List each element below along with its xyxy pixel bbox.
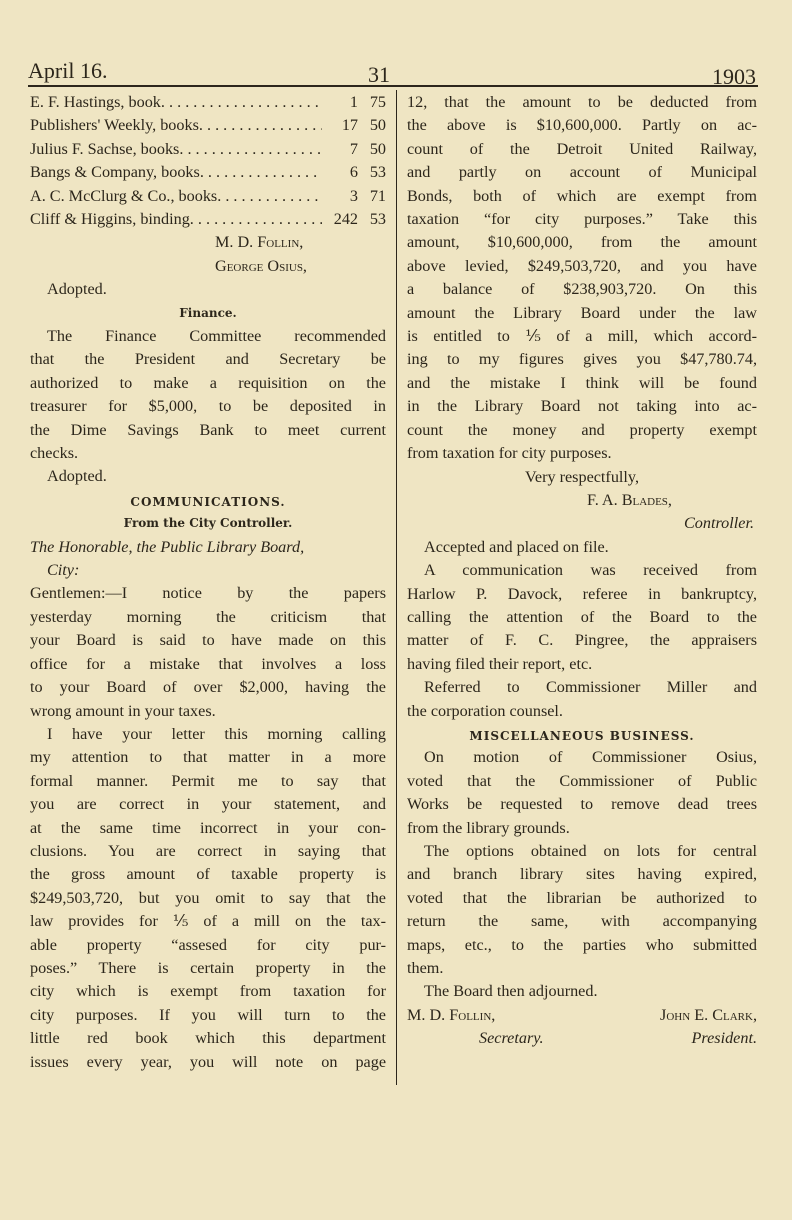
text-line: issues every year, you will note on page: [30, 1052, 386, 1071]
text-line: you are correct in your statement, and: [30, 795, 386, 814]
text-line: law provides for ⅕ of a mill on the tax-: [30, 912, 386, 931]
text-line: ing to my figures gives you $47,780.74,: [407, 350, 757, 369]
text-line: count of the Detroit United Railway,: [407, 139, 757, 158]
bill-name: E. F. Hastings, book: [30, 93, 161, 111]
text-line: able property “assesed for city pur-: [30, 935, 386, 954]
salutation: City:: [47, 561, 80, 580]
closing-signatures: [407, 1004, 757, 1027]
misc-business-heading: MISCELLANEOUS BUSINESS.: [469, 728, 695, 743]
bill-cents: 53: [369, 210, 386, 229]
text-line: the corporation counsel.: [407, 701, 563, 720]
text-line: having filed their report, etc.: [407, 654, 593, 673]
text-line: Referred to Commissioner Miller and: [424, 678, 757, 697]
bill-dollars: 6: [349, 163, 358, 182]
bill-dollars: 17: [341, 116, 358, 135]
bills-list: [30, 91, 386, 231]
text-line: checks.: [30, 444, 79, 463]
bill-cents: 71: [369, 186, 386, 205]
bill-row: [30, 114, 386, 137]
header-date: April 16.: [28, 58, 108, 83]
bill-dollars: 242: [333, 210, 358, 229]
bill-cents: 75: [369, 93, 386, 111]
bill-row: [30, 208, 386, 231]
text-line: Harlow P. Davock, referee in bankruptcy,: [407, 584, 757, 603]
text-line: to your Board of over $2,000, having the: [30, 678, 386, 697]
president-title: President.: [691, 1029, 757, 1048]
text-line: your Board is said to have made on this: [30, 631, 386, 650]
text-line: little red book which this department: [30, 1029, 386, 1048]
president-name: John E. Clark,: [660, 1005, 757, 1024]
column-divider: [396, 90, 397, 1085]
text-line: return the same, with accompanying: [407, 912, 757, 931]
header-rule: [28, 85, 758, 87]
adopted-text: Adopted.: [47, 280, 107, 299]
text-line: is entitled to ⅕ of a mill, which accord-: [407, 327, 757, 346]
text-line: $249,503,720, but you omit to say that the: [30, 888, 386, 907]
secretary-title: Secretary.: [479, 1029, 544, 1048]
text-line: above levied, $249,503,720, and you have: [407, 256, 757, 275]
text-line: my attention to that matter in a more: [30, 748, 386, 767]
text-line: 12, that the amount to be deducted from: [407, 93, 757, 111]
adjourned-text: The Board then adjourned.: [424, 982, 598, 1001]
text-line: and branch library sites having expired,: [407, 865, 757, 884]
text-line: Bonds, both of which are exempt from: [407, 186, 757, 205]
text-line: count the money and property exempt: [407, 420, 757, 439]
text-line: formal manner. Permit me to say that: [30, 771, 386, 790]
text-line: that the President and Secretary be: [30, 350, 386, 369]
text-line: at the same time incorrect in your con-: [30, 818, 386, 837]
bill-name: Publishers' Weekly, books: [30, 116, 199, 135]
letter-closing: Very respectfully,: [524, 467, 639, 486]
text-line: amount the Library Board under the law: [407, 303, 757, 322]
text-line: office for a mistake that involves a loss: [30, 654, 386, 673]
bill-dollars: 3: [349, 186, 358, 205]
text-line: authorized to make a requisition on the: [30, 373, 386, 392]
accepted-text: Accepted and placed on file.: [424, 537, 609, 556]
text-line: Gentlemen:—I notice by the papers: [30, 584, 386, 603]
text-line: the above is $10,600,000. Partly on ac-: [407, 116, 757, 135]
text-line: from taxation for city purposes.: [407, 444, 612, 463]
bill-row: [30, 138, 386, 161]
text-line: I have your letter this morning calling: [47, 724, 386, 743]
salutation: The Honorable, the Public Library Board,: [30, 537, 305, 556]
bill-name: Bangs & Company, books: [30, 163, 200, 182]
bill-row: [30, 161, 386, 184]
text-line: and partly on account of Municipal: [407, 163, 757, 182]
text-line: clusions. You are correct in saying that: [30, 841, 386, 860]
text-line: On motion of Commissioner Osius,: [424, 748, 757, 767]
bill-name: A. C. McClurg & Co., books: [30, 186, 218, 205]
header-year: 1903: [712, 64, 756, 89]
text-line: city which is exempt from taxation for: [30, 982, 386, 1001]
text-line: a balance of $238,903,720. On this: [407, 280, 757, 299]
page-number: 31: [368, 62, 390, 87]
text-line: from the library grounds.: [407, 818, 570, 837]
text-line: maps, etc., to the parties who submitted: [407, 935, 757, 954]
text-line: taxation “for city purposes.” Take this: [407, 210, 757, 229]
text-line: poses.” There is certain property in the: [30, 958, 386, 977]
text-line: treasurer for $5,000, to be deposited in: [30, 397, 386, 416]
committee-signer: M. D. Follin,: [215, 233, 304, 252]
text-line: A communication was received from: [424, 561, 757, 580]
bill-row: [30, 91, 386, 114]
letter-signer: F. A. Blades,: [587, 490, 672, 509]
bill-name: Julius F. Sachse, books: [30, 139, 180, 158]
bill-name: Cliff & Higgins, binding: [30, 210, 190, 229]
text-line: wrong amount in your taxes.: [30, 701, 216, 720]
text-line: matter of F. C. Pingree, the appraisers: [407, 631, 757, 650]
text-line: voted that the Commissioner of Public: [407, 771, 757, 790]
finance-heading: Finance.: [179, 305, 237, 320]
bill-dollars: 1: [349, 93, 358, 111]
bill-row: [30, 185, 386, 208]
letter-signer-title: Controller.: [683, 514, 754, 533]
text-line: calling the attention of the Board to the: [407, 607, 757, 626]
text-line: them.: [407, 959, 444, 978]
closing-titles: [407, 1027, 757, 1050]
text-line: amount, $10,600,000, from the amount: [407, 233, 757, 252]
text-line: The Finance Committee recommended: [47, 327, 386, 346]
from-controller-heading: From the City Controller.: [123, 516, 293, 531]
text-line: The options obtained on lots for central: [424, 841, 757, 860]
text-line: Works be requested to remove dead trees: [407, 795, 757, 814]
text-line: the gross amount of taxable property is: [30, 865, 386, 884]
bill-dollars: 7: [349, 139, 358, 158]
text-line: voted that the librarian be authorized to: [407, 888, 757, 907]
text-line: in the Library Board not taking into ac-: [407, 397, 757, 416]
adopted-text: Adopted.: [47, 467, 107, 486]
page-header: [28, 56, 756, 89]
secretary-name: M. D. Follin,: [407, 1005, 496, 1024]
left-column: [30, 91, 386, 1074]
text-line: the Dime Savings Bank to meet current: [30, 420, 386, 439]
bill-cents: 50: [369, 116, 386, 135]
right-column: [407, 91, 757, 1051]
committee-signer: George Osius,: [215, 256, 307, 275]
bill-cents: 53: [369, 163, 386, 182]
communications-heading: COMMUNICATIONS.: [130, 494, 286, 509]
text-line: yesterday morning the criticism that: [30, 607, 386, 626]
text-line: and the mistake I think will be found: [407, 373, 757, 392]
bill-cents: 50: [369, 139, 386, 158]
text-line: city purposes. If you will turn to the: [30, 1005, 386, 1024]
